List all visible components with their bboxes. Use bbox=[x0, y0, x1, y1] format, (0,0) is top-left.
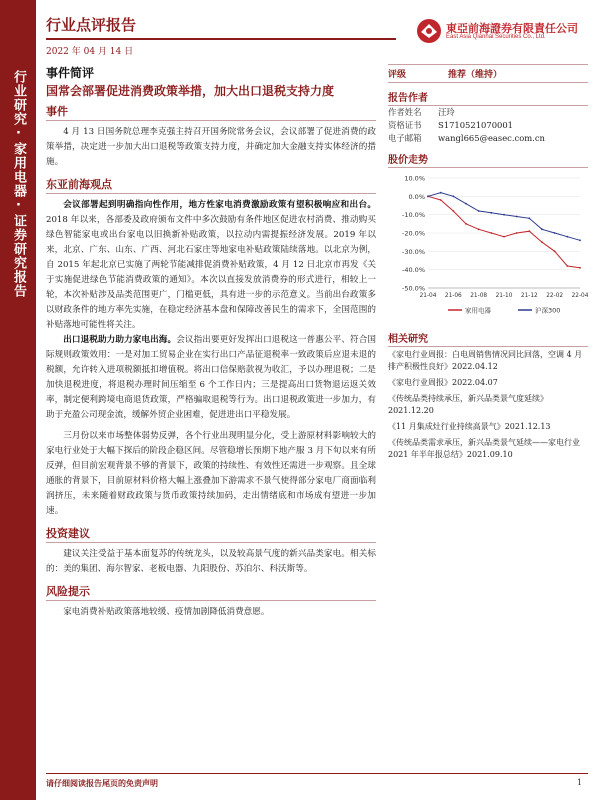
x-tick-label: 22-02 bbox=[546, 293, 564, 299]
data-point bbox=[452, 210, 454, 212]
info-key: 电子邮箱 bbox=[388, 133, 422, 143]
main-column bbox=[46, 64, 376, 620]
stock-trend-chart bbox=[388, 172, 588, 320]
data-point bbox=[503, 214, 505, 216]
data-point bbox=[503, 236, 505, 238]
data-point bbox=[440, 199, 442, 201]
info-value: S1710521070001 bbox=[438, 120, 514, 130]
logo-name-en: East Asia Qianhai Securities Co., Ltd. bbox=[446, 34, 546, 40]
x-tick-label: 22-04 bbox=[571, 293, 588, 299]
info-key: 作者姓名 bbox=[388, 107, 422, 117]
data-point bbox=[528, 217, 530, 219]
trend-heading: 股价走势 bbox=[388, 149, 588, 168]
logo-mark-icon bbox=[416, 18, 442, 44]
data-point bbox=[566, 236, 568, 238]
data-point bbox=[440, 192, 442, 194]
right-column bbox=[388, 64, 588, 465]
x-tick-label: 21-10 bbox=[495, 293, 513, 299]
risk-paragraph: 家电消费补贴政策落地较缓、疫情加剧降低消费意愿。 bbox=[63, 607, 270, 617]
data-point bbox=[490, 212, 492, 214]
invest-heading: 投资建议 bbox=[46, 525, 376, 543]
x-tick-label: 21-04 bbox=[419, 293, 437, 299]
data-point bbox=[478, 228, 480, 230]
data-point bbox=[427, 195, 429, 197]
author-name-row bbox=[388, 106, 588, 119]
view-paragraph-2-lead: 出口退税助力助力家电出海。 bbox=[63, 335, 177, 345]
y-tick-label: 0.0% bbox=[408, 192, 425, 201]
y-tick-label: 10.0% bbox=[404, 174, 425, 183]
legend-label: 家用电器 bbox=[465, 306, 491, 315]
event-section-title: 事件简评 bbox=[46, 66, 95, 80]
logo-name-cn: 東亞前海證券有限責任公司 bbox=[446, 22, 578, 35]
info-value[interactable]: wangl665@easec.com.cn bbox=[438, 133, 545, 143]
legend-label: 沪深300 bbox=[535, 306, 561, 315]
data-point bbox=[452, 195, 454, 197]
related-item[interactable]: 《家电行业周报》2022.04.07 bbox=[388, 378, 498, 387]
report-date: 2022 年 04 月 14 日 bbox=[46, 47, 134, 57]
data-point bbox=[528, 230, 530, 232]
data-point bbox=[516, 232, 518, 234]
view-paragraph-3: 三月份以来市场整体弱势反弹，各个行业出现明显分化，受上游原材料影响较大的家电行业处于大幅下探后的阶段企稳区间。尽管稳增长预期下地产服 3 月下旬以来有所反弹，但目前宏观背景不够的背景下，政策的持续性、有效性还需进一步观察。且全球通胀的背景下，目前原材料价格大幅上涨叠加下游需求不景气使得部分家电厂商面临利润挤压，未来随着财政政策与货币政策持续加码，走出情绪底和市场成有望进一步加速。 bbox=[46, 431, 376, 516]
info-value: 汪玲 bbox=[438, 107, 455, 117]
related-item[interactable]: 《11 月集成灶行业持续高景气》2021.12.13 bbox=[388, 422, 551, 431]
info-key: 资格证书 bbox=[388, 120, 422, 130]
related-heading: 相关研究 bbox=[388, 328, 588, 347]
data-point bbox=[541, 241, 543, 243]
company-logo bbox=[416, 18, 586, 48]
view-paragraph-2 bbox=[46, 333, 376, 423]
y-tick-label: -40.0% bbox=[402, 266, 425, 275]
page-number: 1 bbox=[577, 778, 583, 787]
view-paragraph-1-body: 2018 年以来，各部委及政府颁布文件中多次鼓励有条件地区促进农村消费、推动购买绿色智能家电或出台家电以旧换新补贴政策，以拉动内需提振经济发展。2019 年以来，北京、广东、山东、广西、河北石家庄等地家电补贴政策陆续落地。以北京为例，自 2015 年起北京已实施了两轮节能减排促消费补贴政策，4 月 12 日北京市再发《关于实施促进绿色节能消费政策的通知》。本次以直接发放消费券的形式进行，相较上一轮，本次补贴涉及品类范围更广，门槛更低，具有进一步的示范意义。当前出台政策多以财政条件的地方率先实施，在稳定经济基本盘和保障改善民生的需求下，全国范围的补贴落地可能性将关注。 bbox=[46, 215, 376, 330]
sidebar-text: 行业研究·家用电器·证券研究报告 bbox=[11, 70, 26, 298]
y-tick-label: -30.0% bbox=[402, 247, 425, 256]
y-tick-label: -50.0% bbox=[402, 284, 425, 293]
report-type-title: 行业点评报告 bbox=[46, 16, 137, 34]
related-item[interactable]: 《家电行业周报：白电周销售情况同比回落，空调 4 月排产积极性良好》2022.04.12 bbox=[388, 350, 583, 371]
data-point bbox=[579, 267, 581, 269]
view-paragraph-1-lead: 会议部署起到明确指向性作用，地方性家电消费激励政策有望积极响应和出台。 bbox=[63, 200, 376, 210]
related-list bbox=[388, 349, 588, 461]
x-tick-label: 21-08 bbox=[470, 293, 488, 299]
header-divider bbox=[46, 38, 396, 40]
data-point bbox=[478, 210, 480, 212]
related-item[interactable]: 《传统品类需求承压，新兴品类景气延续——家电行业 2021 年半年报总结》2021.09.10 bbox=[388, 438, 580, 459]
rating-label: 评级 bbox=[388, 70, 407, 80]
author-heading: 报告作者 bbox=[388, 87, 588, 106]
view-heading: 东亚前海观点 bbox=[46, 176, 376, 194]
event-heading: 事件 bbox=[46, 103, 376, 121]
view-paragraph-2-body: 会议指出要更好发挥出口退税这一普惠公平、符合国际规则政策效用：一是对加工贸易企业在实行出口产品征退税率一致政策后应退未退的税额，允许转入进项税额抵扣增值税。将出口信保赔款视为收汇，予以办理退税；二是加快退税进度，将退税办理时间压缩至 6 个工作日内；三是提高出口货物退运返关效率，制定便利跨境电商退货政策，严格骗取退税等行为。出口退税政策进一步加力，有助于充盈公司现金流，缓解外贸企业困难，促进进出口平稳发展。 bbox=[46, 335, 376, 420]
footer-divider bbox=[46, 773, 588, 774]
data-point bbox=[465, 203, 467, 205]
data-point bbox=[465, 223, 467, 225]
series-line-1 bbox=[428, 196, 580, 267]
x-tick-label: 21-06 bbox=[444, 293, 462, 299]
data-point bbox=[516, 216, 518, 218]
author-email-row bbox=[388, 132, 588, 145]
author-cert-row bbox=[388, 119, 588, 132]
invest-paragraph: 建议关注受益于基本面复苏的传统龙头，以及较高景气度的新兴品类家电。相关标的：美的集团、海尔智家、老板电器、九阳股份、苏泊尔、科沃斯等。 bbox=[46, 549, 376, 574]
y-tick-label: -10.0% bbox=[402, 211, 425, 220]
y-tick-label: -20.0% bbox=[402, 229, 425, 238]
data-point bbox=[554, 250, 556, 252]
event-paragraph: 4 月 13 日国务院总理李克强主持召开国务院常务会议，会议部署了促进消费的政策举措，决定进一步加大出口退税等政策支持力度，并确定加大金融支持实体经济的措施。 bbox=[46, 127, 376, 167]
data-point bbox=[490, 232, 492, 234]
disclaimer-note: 请仔细阅读报告尾页的免责声明 bbox=[46, 779, 158, 788]
report-headline: 国常会部署促进消费政策举措，加大出口退税支持力度 bbox=[46, 84, 335, 98]
rating-box bbox=[388, 64, 588, 83]
risk-heading: 风险提示 bbox=[46, 583, 376, 601]
data-point bbox=[554, 232, 556, 234]
view-paragraph-1 bbox=[46, 198, 376, 333]
data-point bbox=[579, 239, 581, 241]
data-point bbox=[566, 265, 568, 267]
related-item[interactable]: 《传统品类持续承压，新兴品类景气度延续》2021.12.20 bbox=[388, 394, 548, 415]
data-point bbox=[541, 228, 543, 230]
sidebar bbox=[0, 0, 36, 800]
rating-value: 推荐（维持） bbox=[448, 70, 503, 80]
x-tick-label: 21-12 bbox=[520, 293, 538, 299]
